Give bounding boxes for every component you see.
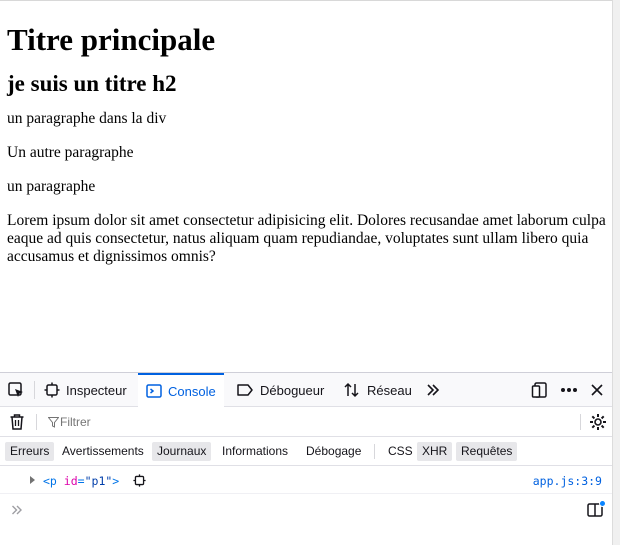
debugger-icon [236, 382, 254, 398]
prompt-chevron-icon [11, 504, 23, 516]
tab-inspector[interactable] [44, 373, 127, 407]
tab-network-label: Réseau [367, 382, 412, 398]
paragraph-other: Un autre paragraphe [7, 144, 134, 162]
logged-node[interactable] [43, 474, 119, 488]
close-icon [589, 382, 605, 398]
dock-options-button[interactable] [531, 373, 549, 407]
double-chevron-icon [425, 382, 441, 398]
level-divider [374, 444, 375, 459]
tab-console-label: Console [168, 383, 216, 399]
filter-warnings[interactable]: Avertissements [62, 444, 144, 458]
filter-debug[interactable]: Débogage [306, 444, 362, 458]
console-settings-button[interactable] [589, 413, 607, 436]
tab-inspector-label: Inspecteur [66, 382, 127, 398]
filter-divider [36, 414, 37, 430]
close-devtools-button[interactable] [589, 373, 605, 407]
paragraph-in-div: un paragraphe dans la div [7, 110, 167, 128]
filter-errors[interactable]: Erreurs [5, 442, 54, 461]
gear-icon [589, 413, 607, 431]
node-tag-close: > [112, 474, 120, 488]
log-source-link[interactable]: app.js:3:9 [532, 474, 602, 488]
page-heading-h1: Titre principale [7, 22, 216, 57]
console-icon [146, 383, 162, 399]
page-heading-h2: je suis un titre h2 [7, 71, 177, 97]
toolbar-divider [34, 381, 35, 399]
ellipsis-icon [559, 381, 579, 399]
devtools-toolbar [0, 373, 612, 407]
console-log-row[interactable] [0, 467, 612, 494]
log-level-filters [0, 437, 612, 466]
expand-triangle-icon[interactable] [30, 476, 35, 484]
dock-icon [531, 381, 549, 399]
tab-debugger-label: Débogueur [260, 382, 325, 398]
node-attr-value: "p1" [84, 474, 113, 488]
clear-console-button[interactable] [9, 413, 25, 436]
filter-requests[interactable]: Requêtes [456, 442, 517, 461]
console-filter-bar [0, 407, 612, 437]
settings-divider [580, 414, 581, 430]
filter-css[interactable]: CSS [388, 444, 413, 458]
tab-console[interactable] [138, 373, 224, 407]
node-tag-open: <p [43, 474, 57, 488]
more-tabs-button[interactable] [425, 373, 441, 407]
element-picker-button[interactable] [7, 373, 25, 407]
node-attr-name: id [63, 474, 78, 488]
sidebar-toggle-button[interactable] [586, 500, 606, 525]
console-filter-input[interactable] [44, 411, 574, 433]
inspector-icon [44, 382, 60, 398]
console-input-row[interactable] [0, 494, 612, 545]
network-arrows-icon [343, 382, 361, 398]
paragraph-lorem: Lorem ipsum dolor sit amet consectetur adipisicing elit. Dolores recusandae amet laborum culpa eaque ad quis consectetur, natus aliquam quam repudiandae, voluptates sunt ullam libero quia accusamus et dignissimos omnis? [7, 212, 606, 266]
vertical-scrollbar[interactable] [612, 0, 620, 545]
element-picker-icon [7, 381, 25, 399]
tab-debugger[interactable] [236, 373, 324, 407]
more-options-button[interactable] [559, 373, 579, 407]
filter-xhr[interactable]: XHR [417, 442, 452, 461]
sidebar-icon [586, 500, 606, 520]
page-content [7, 23, 607, 282]
tab-network[interactable] [343, 373, 412, 407]
filter-info[interactable]: Informations [222, 444, 289, 458]
select-node-icon[interactable] [133, 474, 146, 487]
devtools-panel [0, 372, 612, 545]
filter-logs[interactable]: Journaux [152, 442, 211, 461]
node-attr-equals: = [77, 474, 85, 488]
paragraph-p1: un paragraphe [7, 178, 96, 196]
trash-icon [9, 413, 25, 431]
